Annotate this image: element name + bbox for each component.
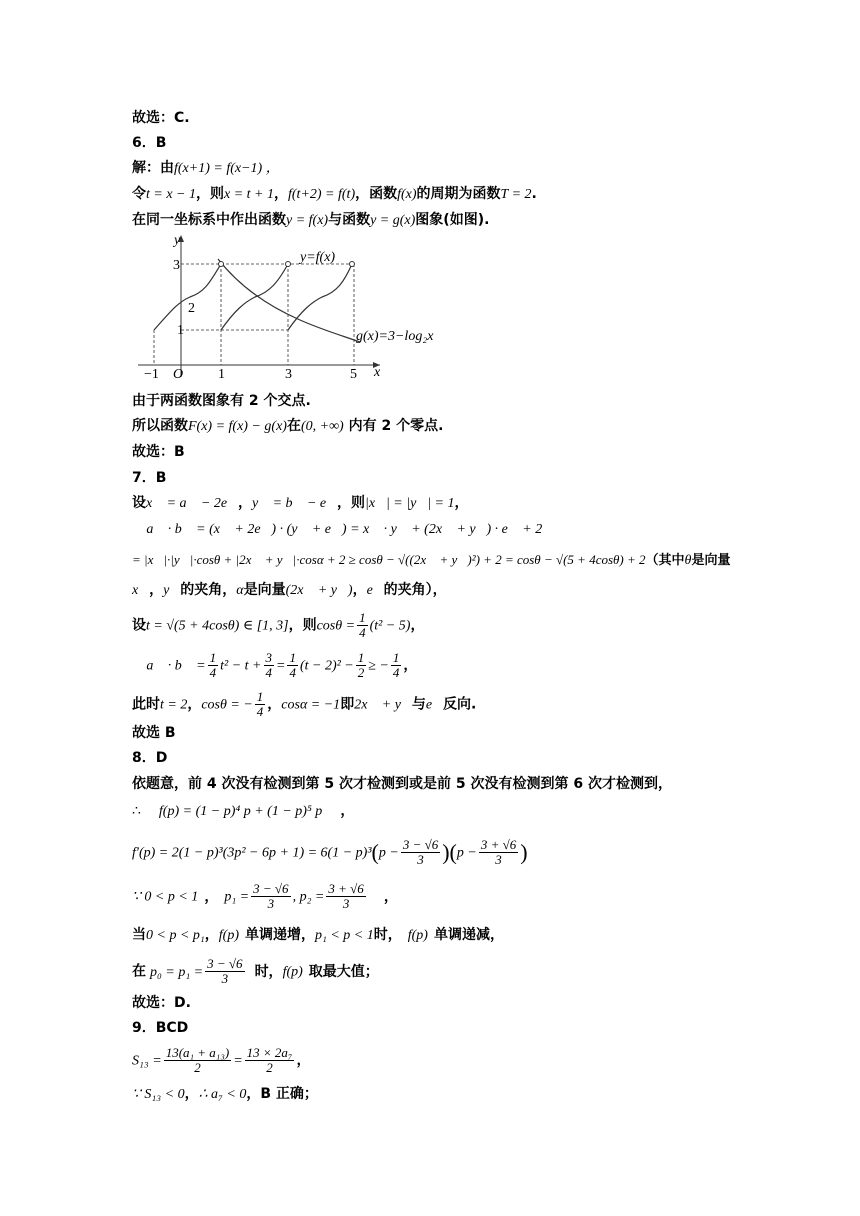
formula: =	[276, 658, 286, 674]
text: 所以函数	[132, 418, 188, 434]
y-tick-label: 2	[188, 301, 195, 316]
formula: x = t + 1	[224, 187, 274, 202]
formula: t² − t +	[220, 658, 262, 674]
text: 是向量	[243, 582, 286, 598]
text-line	[132, 1085, 318, 1104]
text: 单调递减，	[433, 927, 504, 943]
formula: t = √(5 + 4cosθ) ∈ [1, 3]	[146, 618, 289, 634]
text: 令	[132, 186, 146, 202]
text-line	[132, 159, 280, 178]
formula-line	[132, 882, 398, 911]
text: ，	[274, 186, 288, 202]
text-line	[132, 494, 469, 513]
text: 取最大值；	[308, 963, 379, 980]
text: .	[531, 186, 537, 202]
text: ，	[204, 927, 219, 943]
fraction: $\frac{1}{4}$	[289, 650, 296, 680]
text: ，函数	[355, 186, 398, 202]
text: 与函数	[328, 212, 371, 228]
formula: =	[233, 1053, 243, 1069]
formula: t = 2	[160, 697, 188, 713]
formula: t = x − 1	[146, 187, 196, 202]
formula: ∵ 0 < p < 1	[132, 889, 199, 905]
text: ，	[410, 617, 425, 634]
formula: ∴	[132, 804, 141, 819]
formula: y = f(x)	[286, 213, 329, 228]
formula: f(p)	[282, 964, 303, 980]
text: 设	[132, 495, 146, 511]
formula: (t − 2)² −	[299, 658, 354, 674]
fraction: $\frac{1}{2}$	[357, 650, 365, 680]
fraction: $\frac{3 - √6}{3}$	[402, 837, 439, 867]
text: ，	[184, 1086, 199, 1102]
text-line	[132, 611, 424, 640]
question-number: 8．D	[132, 750, 168, 766]
text: 的周期为函数	[416, 186, 501, 202]
formula: x⃗	[132, 583, 150, 598]
text: 解：由	[132, 160, 174, 176]
text: ，	[238, 495, 252, 511]
text: ，	[204, 888, 219, 905]
fraction: $\frac{1}{4}$	[359, 610, 366, 640]
question-number: 9．BCD	[132, 1020, 189, 1036]
formula: p −	[378, 845, 399, 861]
x-tick-label: 1	[218, 367, 225, 382]
formula: , p₂ =	[292, 889, 325, 905]
formula: f(p)	[407, 928, 428, 943]
g-curve-label: g(x)=3−log₂x	[356, 329, 434, 344]
origin-label: O	[173, 367, 184, 382]
text: 当	[132, 927, 146, 943]
formula: p₁ =	[224, 889, 250, 905]
formula: f(p) = (1 − p)⁴ p + (1 − p)⁵ p	[158, 804, 323, 819]
text: ，	[352, 582, 367, 598]
text: ，	[187, 696, 202, 713]
text: ，则	[196, 186, 224, 202]
fraction: $\frac{1}{4}$	[209, 650, 217, 680]
text: ，	[403, 657, 418, 674]
formula: ≥ −	[368, 658, 389, 674]
question-number: 6．B	[132, 135, 167, 151]
text-line	[132, 581, 447, 600]
y-tick-label: 1	[177, 323, 184, 338]
formula-line	[132, 1046, 310, 1075]
text-line	[132, 417, 443, 436]
text: 反向.	[442, 696, 477, 713]
text: 的夹角，	[180, 582, 237, 598]
formula: cosθ =	[316, 618, 356, 634]
text: ，则	[288, 617, 317, 634]
formula: e⃗	[366, 583, 384, 598]
formula: 0 < p < p₁	[146, 928, 205, 943]
fraction: $\frac{3 - √6}{3}$	[253, 881, 289, 911]
x-axis-label: x	[374, 365, 381, 380]
formula: ∴ a₇ < 0	[198, 1087, 247, 1102]
formula: θ	[684, 553, 692, 568]
formula: f(p)	[218, 928, 239, 943]
text: 单调递增，	[244, 927, 315, 943]
question-number: 7．B	[132, 470, 167, 486]
text: 在	[286, 418, 301, 434]
formula: F(x) = f(x) − g(x)	[188, 419, 287, 434]
formula: (0, +∞)	[300, 419, 344, 434]
fraction: $\frac{3}{4}$	[265, 650, 272, 680]
text-line: 故选：C.	[132, 110, 190, 126]
text-line: 依题意，前 4 次没有检测到第 5 次才检测到或是前 5 次没有检测到第 6 次才检测到，	[132, 776, 672, 792]
formula: (2x⃗ + y⃗)	[285, 583, 353, 598]
formula: cosθ = −	[201, 697, 253, 713]
text: ，则	[337, 495, 365, 511]
text-line	[132, 957, 379, 986]
formula: T = 2	[500, 187, 532, 202]
formula-line	[132, 520, 542, 539]
formula: f′(p) = 2(1 − p)³(3p² − 6p + 1) = 6(1 − p)³	[132, 845, 372, 861]
text: 的夹角），	[383, 582, 447, 598]
fraction: $\frac{3 + √6}{3}$	[480, 837, 517, 867]
formula: ∴ a⃗ · b⃗ =	[132, 658, 206, 674]
formula: = |x⃗|·|y⃗|·cosθ + |2x⃗ + y⃗|·cosα + 2 ≥ cosθ − √((2x⃗ + y⃗)²) + 2 = cosθ − √(5 + 4cosθ) + 2	[132, 552, 646, 567]
text: 即	[340, 696, 355, 713]
formula-line	[132, 802, 354, 821]
text-line	[132, 690, 476, 719]
text: 设	[132, 617, 146, 634]
text-line	[132, 185, 537, 204]
formula: y = g(x)	[370, 213, 416, 228]
fraction: $\frac{1}{4}$	[392, 650, 400, 680]
text-line: 故选 B	[132, 725, 176, 741]
text-line	[132, 551, 730, 570]
text: ，	[454, 495, 469, 511]
formula: y⃗	[163, 583, 181, 598]
text: 在	[132, 963, 146, 980]
formula: S₁₃ =	[132, 1053, 162, 1069]
fraction: $\frac{3 + √6}{3}$	[328, 881, 364, 911]
formula: 2x⃗ + y⃗	[354, 697, 412, 713]
fraction: $\frac{\text{13 × 2a₇}}{2}$	[246, 1045, 293, 1075]
fraction: $\frac{3 - √6}{3}$	[207, 956, 243, 986]
text-line	[132, 926, 504, 945]
x-tick-label: 3	[285, 367, 292, 382]
formula: f(x+1) = f(x−1) ，	[174, 161, 280, 176]
text: 内有 2 个零点.	[343, 418, 444, 434]
fraction: $\frac{\text{13(a₁ + a₁₃)}}{2}$	[165, 1045, 230, 1075]
formula: x⃗ = a⃗ − 2e⃗	[146, 496, 238, 511]
formula: p₀ = p₁ =	[150, 964, 204, 980]
y-tick-label: 3	[173, 258, 180, 273]
text: ，	[267, 696, 282, 713]
text-line: 故选：B	[132, 444, 185, 460]
text: 在同一坐标系中作出函数	[132, 212, 286, 228]
x-tick-label: 5	[350, 367, 357, 382]
formula: e⃗	[425, 697, 443, 713]
text: 此时	[132, 696, 160, 713]
formula-line: f′(p) = 2(1 − p)³(3p² − 6p + 1) = 6(1 − p)³(p − $\frac{3 - √6}{3}$ )(p − $\frac{3 + √6}{3}$ )	[132, 837, 528, 867]
formula: p −	[456, 845, 477, 861]
formula: ∴ a⃗ · b⃗ = (x⃗ + 2e⃗) · (y⃗ + e⃗) = x⃗ · y⃗ + (2x⃗ + y⃗) · e⃗ + 2	[132, 522, 543, 537]
formula: f(x)	[397, 187, 417, 202]
text: ，	[383, 888, 398, 905]
text: 时，	[254, 963, 283, 980]
text: ，	[340, 803, 355, 819]
text: ，	[149, 582, 164, 598]
function-graph-figure	[130, 232, 434, 382]
formula: p₁ < p < 1	[314, 928, 374, 943]
fraction: $\frac{1}{4}$	[256, 689, 264, 719]
formula: cosα = −1	[281, 697, 341, 713]
text-line: 故选：D.	[132, 995, 191, 1011]
text: 时，	[373, 927, 402, 943]
dashed-guides	[154, 264, 354, 365]
f-curve	[154, 264, 352, 330]
formula: |x⃗| = |y⃗| = 1	[365, 496, 455, 511]
x-tick-label: −1	[144, 367, 159, 382]
text: ，B 正确；	[246, 1086, 318, 1102]
formula: f(t+2) = f(t)	[288, 187, 356, 202]
text-line	[132, 211, 489, 230]
formula: (t² − 5)	[369, 618, 411, 634]
text-line: 由于两函数图象有 2 个交点.	[132, 393, 311, 409]
text: 与	[411, 696, 426, 713]
text: ，	[296, 1052, 311, 1069]
text: 是向量	[691, 553, 731, 568]
formula: y⃗ = b⃗ − e⃗	[252, 496, 337, 511]
formula: α	[236, 583, 244, 598]
y-axis-label: y	[174, 233, 181, 248]
formula-line	[132, 651, 417, 680]
text: （其中	[645, 553, 685, 568]
formula: ∵ S₁₃ < 0	[132, 1087, 185, 1102]
f-curve-label: y=f(x)	[300, 250, 336, 265]
text: 图象(如图).	[415, 212, 490, 228]
